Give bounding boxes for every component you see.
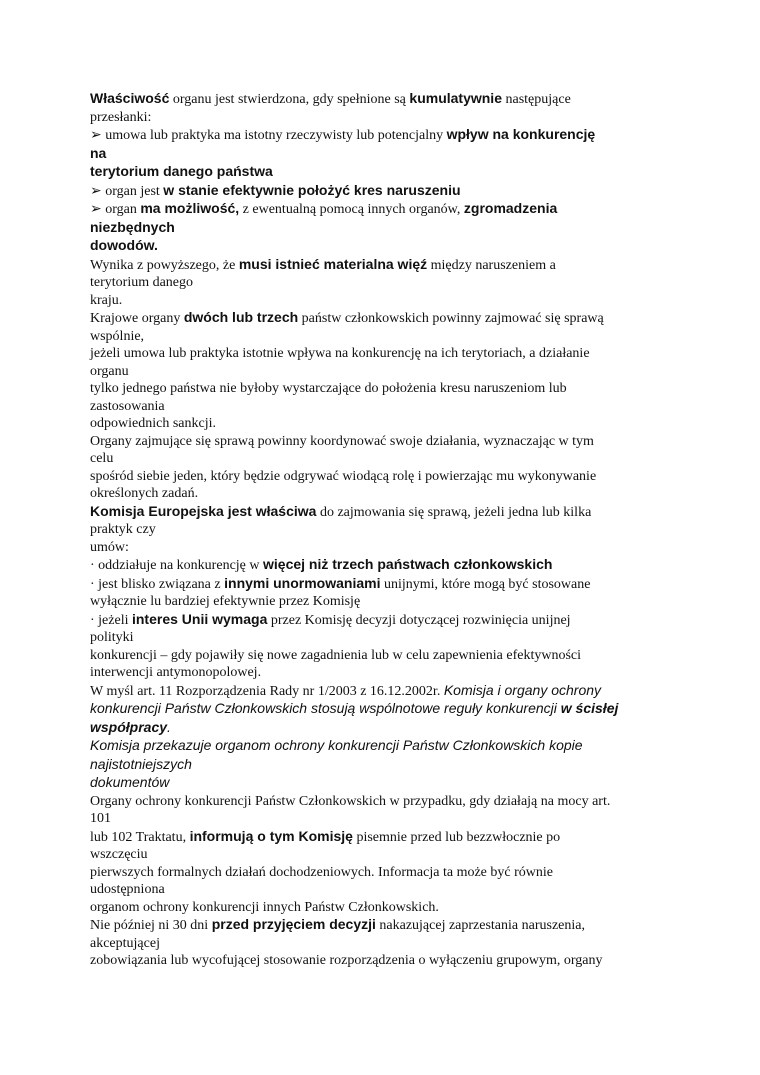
text-line bbox=[90, 433, 680, 451]
text-run: ➢ umowa lub praktyka ma istotny rzeczywisty lub potencjalny bbox=[90, 128, 447, 143]
text-run: wspólnie, bbox=[90, 328, 145, 344]
bold-text-run: Komisja Europejska jest właściwa bbox=[90, 502, 317, 519]
bold-text-run: wpływ na konkurencję bbox=[446, 126, 596, 142]
text-run: ➢ organ bbox=[90, 202, 141, 217]
text-run: z ewentualną pomocą innych organów, bbox=[239, 202, 464, 217]
text-line bbox=[90, 575, 680, 594]
text-line bbox=[90, 415, 680, 433]
bold-text-run: kumulatywnie bbox=[409, 90, 502, 106]
text-run: przez Komisję decyzji dotyczącej rozwinięcia unijnej bbox=[267, 612, 571, 628]
text-line bbox=[90, 521, 680, 539]
text-line bbox=[90, 309, 680, 328]
bold-text-run: musi istnieć materialna więź bbox=[238, 255, 428, 272]
italic-text-run: Komisja przekazuje organom ochrony konkurencji Państw Członkowskich kopie bbox=[90, 737, 583, 753]
text-run: Nie później ni 30 dni bbox=[90, 918, 212, 933]
text-run: terytorium danego bbox=[90, 275, 194, 290]
text-line bbox=[90, 450, 680, 468]
italic-text-run: najistotniejszych bbox=[90, 755, 192, 772]
text-line bbox=[90, 328, 680, 346]
text-run: jeżeli umowa lub praktyka istotnie wpływa na konkurencję na ich terytoriach, a działanie bbox=[90, 346, 590, 361]
italic-text-run: Komisja i organy ochrony bbox=[443, 681, 602, 698]
text-run: Wynika z powyższego, że bbox=[90, 257, 239, 273]
bold-text-run: więcej niż trzech państwach członkowskich bbox=[263, 556, 553, 572]
text-line bbox=[90, 647, 680, 665]
text-run: zastosowania bbox=[90, 398, 165, 414]
text-line bbox=[90, 793, 680, 811]
text-line bbox=[90, 539, 680, 557]
text-run: ➢ organ jest bbox=[90, 183, 164, 199]
text-run: między naruszeniem a bbox=[427, 257, 556, 273]
bold-text-run: niezbędnych bbox=[90, 218, 175, 235]
text-line bbox=[90, 200, 680, 219]
bold-text-run: zgromadzenia bbox=[463, 200, 558, 216]
bold-text-run: dowodów. bbox=[90, 237, 158, 253]
text-line bbox=[90, 363, 680, 381]
text-run: wszczęciu bbox=[90, 847, 148, 862]
text-run: pierwszych formalnych działań dochodzeniowych. Informacja ta może być równie bbox=[90, 864, 553, 880]
text-run: praktyk czy bbox=[90, 522, 156, 537]
text-run: · jest blisko związana z bbox=[90, 576, 225, 592]
text-run: interwencji antymonopolowej. bbox=[90, 665, 262, 680]
text-run: organom ochrony konkurencji innych Państw Członkowskich. bbox=[90, 899, 439, 915]
text-line bbox=[90, 899, 680, 917]
text-run: przesłanki: bbox=[90, 109, 152, 125]
text-run: Krajowe organy bbox=[90, 311, 184, 326]
bold-text-run: informują o tym Komisję bbox=[189, 827, 353, 844]
text-run: zobowiązania lub wycofującej stosowanie rozporządzenia o wyłączeniu grupowym, organy bbox=[90, 953, 603, 968]
text-line bbox=[90, 593, 680, 611]
text-line bbox=[90, 682, 680, 701]
text-line bbox=[90, 219, 680, 238]
text-run: do zajmowania się sprawą, jeżeli jedna lub kilka bbox=[316, 504, 592, 520]
text-run: wyłącznie lu bardziej efektywnie przez Komisję bbox=[90, 594, 361, 609]
text-line bbox=[90, 126, 680, 145]
text-line bbox=[90, 345, 680, 363]
text-line bbox=[90, 380, 680, 398]
text-line bbox=[90, 719, 680, 738]
text-run: umów: bbox=[90, 539, 129, 555]
text-line bbox=[90, 700, 680, 719]
text-run: polityki bbox=[90, 630, 134, 645]
italic-text-run: . bbox=[167, 718, 171, 735]
text-line bbox=[90, 952, 680, 970]
bold-text-run: dwóch lub trzech bbox=[183, 309, 299, 325]
bold-text-run: innymi unormowaniami bbox=[224, 574, 381, 591]
text-line bbox=[90, 292, 680, 310]
text-line bbox=[90, 881, 680, 899]
bold-italic-text-run: w ścisłej bbox=[560, 700, 619, 716]
text-run: · jeżeli bbox=[90, 612, 132, 628]
bold-text-run: interes Unii wymaga bbox=[131, 610, 268, 627]
text-run: Organy zajmujące się sprawą powinny koordynować swoje działania, wyznaczając w tym bbox=[90, 433, 594, 449]
text-line bbox=[90, 109, 680, 127]
text-line bbox=[90, 398, 680, 416]
text-run: celu bbox=[90, 451, 114, 466]
text-line bbox=[90, 256, 680, 275]
text-line bbox=[90, 503, 680, 522]
text-run: 101 bbox=[90, 811, 111, 826]
text-run: unijnymi, które mogą być stosowane bbox=[380, 576, 591, 592]
text-line bbox=[90, 935, 680, 953]
text-run: organu bbox=[90, 363, 129, 379]
text-run: następujące bbox=[502, 92, 571, 107]
text-line bbox=[90, 274, 680, 292]
text-run: konkurencji – gdy pojawiły się nowe zagadnienia lub w celu zapewnienia efektywności bbox=[90, 647, 582, 663]
text-line bbox=[90, 629, 680, 647]
italic-text-run: dokumentów bbox=[90, 774, 170, 790]
text-line bbox=[90, 556, 680, 575]
text-line bbox=[90, 90, 680, 109]
text-run: pisemnie przed lub bezzwłocznie po bbox=[352, 829, 561, 845]
text-line bbox=[90, 145, 680, 164]
text-line bbox=[90, 182, 680, 201]
text-run: lub 102 Traktatu, bbox=[90, 829, 190, 845]
text-run: udostępniona bbox=[90, 882, 165, 897]
bold-text-run: przed przyjęciem decyzji bbox=[211, 916, 376, 932]
text-run: odpowiednich sankcji. bbox=[90, 416, 216, 431]
bold-text-run: Właściwość bbox=[90, 90, 170, 106]
text-run: spośród siebie jeden, który będzie odgrywać wiodącą rolę i powierzając mu wykonywanie bbox=[90, 468, 597, 484]
text-run: państw członkowskich powinny zajmować się sprawą bbox=[298, 311, 604, 326]
bold-text-run: ma możliwość, bbox=[140, 200, 240, 216]
text-run: kraju. bbox=[90, 292, 123, 308]
bold-text-run: w stanie efektywnie położyć kres naruszeniu bbox=[163, 181, 461, 198]
text-run: W myśl art. 11 Rozporządzenia Rady nr 1/2003 z 16.12.2002r. bbox=[90, 683, 444, 699]
text-line bbox=[90, 163, 680, 182]
text-line bbox=[90, 237, 680, 256]
text-line bbox=[90, 810, 680, 828]
text-line bbox=[90, 468, 680, 486]
text-run: nakazującej zaprzestania naruszenia, bbox=[375, 918, 585, 933]
text-line bbox=[90, 756, 680, 775]
text-line bbox=[90, 828, 680, 847]
text-line bbox=[90, 737, 680, 756]
text-run: tylko jednego państwa nie byłoby wystarczające do położenia kresu naruszeniom lub bbox=[90, 381, 567, 396]
bold-text-run: terytorium danego państwa bbox=[90, 163, 273, 179]
bold-text-run: na bbox=[90, 144, 107, 161]
text-run: · oddziałuje na konkurencję w bbox=[90, 558, 263, 573]
text-line bbox=[90, 846, 680, 864]
document-body bbox=[90, 90, 680, 970]
text-run: akceptującej bbox=[90, 935, 160, 951]
text-line bbox=[90, 611, 680, 630]
italic-text-run: konkurencji Państw Członkowskich stosują wspólnotowe reguły konkurencji bbox=[90, 700, 561, 716]
text-line bbox=[90, 664, 680, 682]
text-run: Organy ochrony konkurencji Państw Członkowskich w przypadku, gdy działają na mocy art. bbox=[90, 793, 611, 809]
text-line bbox=[90, 916, 680, 935]
text-line bbox=[90, 774, 680, 793]
text-run: określonych zadań. bbox=[90, 486, 199, 501]
text-line bbox=[90, 864, 680, 882]
text-run: organu jest stwierdzona, gdy spełnione są bbox=[169, 92, 410, 107]
bold-italic-text-run: współpracy bbox=[90, 718, 168, 735]
text-line bbox=[90, 485, 680, 503]
